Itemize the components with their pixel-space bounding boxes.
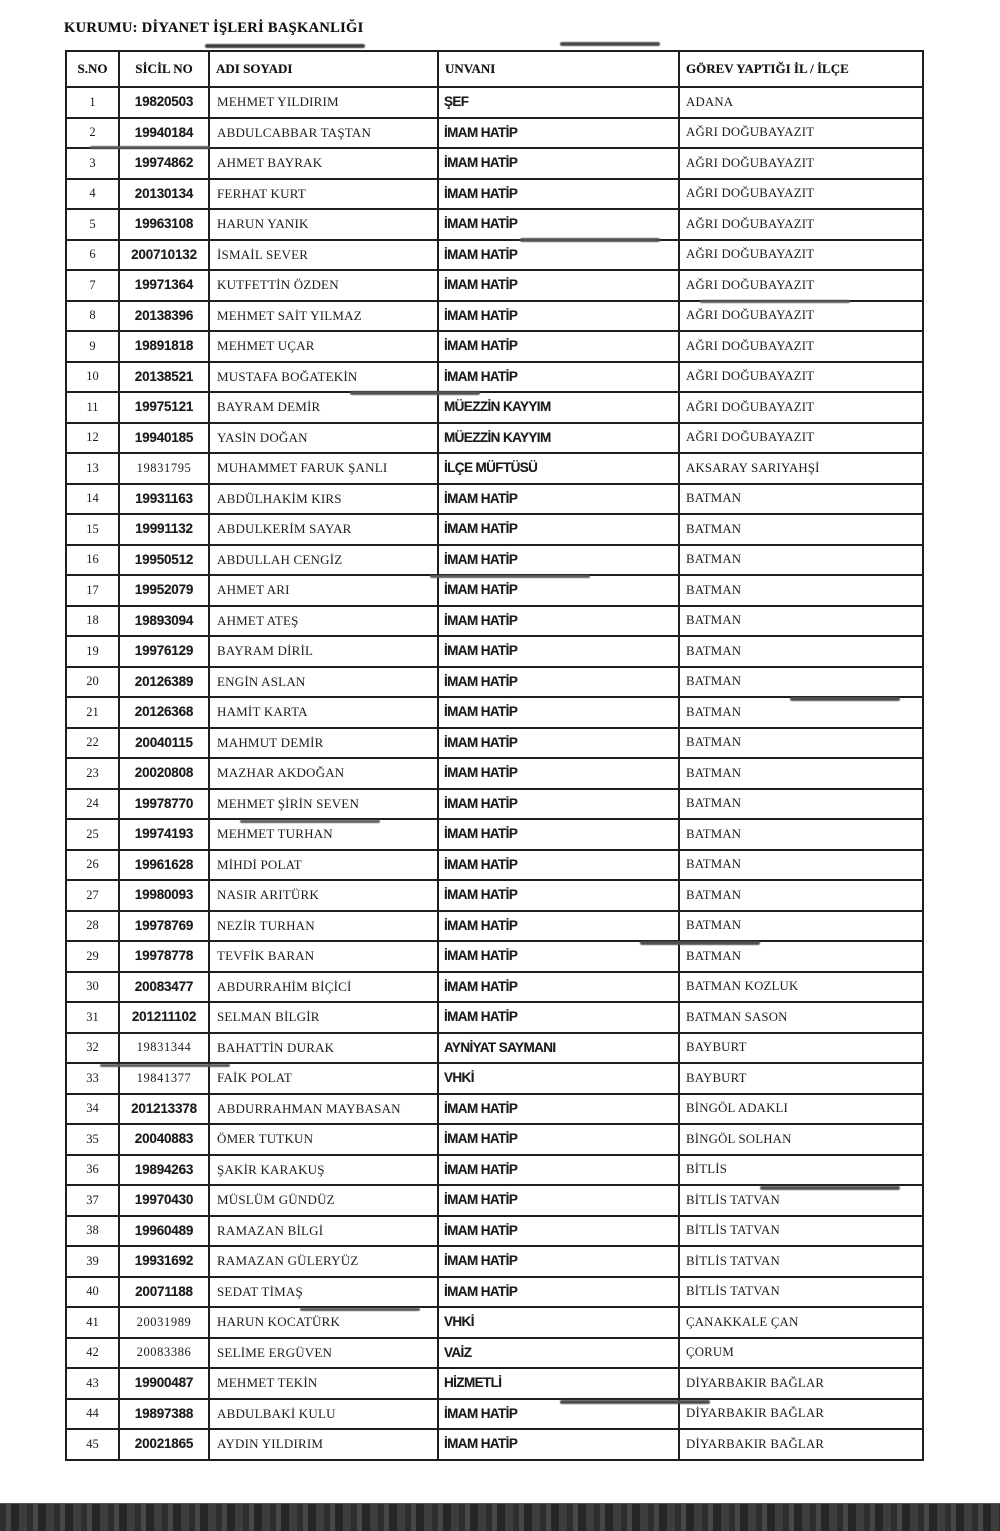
cell-unvan: İMAM HATİP — [438, 972, 679, 1003]
table-row — [66, 1033, 923, 1064]
cell-name: SELMAN BİLGİR — [209, 1002, 438, 1033]
table-row — [66, 1338, 923, 1369]
cell-sno: 42 — [66, 1338, 119, 1369]
cell-sicil: 20083477 — [119, 972, 209, 1003]
cell-unvan: MÜEZZİN KAYYIM — [438, 392, 679, 423]
cell-sicil: 19978770 — [119, 789, 209, 820]
table-row — [66, 1399, 923, 1430]
table-row — [66, 423, 923, 454]
cell-unvan: İMAM HATİP — [438, 575, 679, 606]
table-row — [66, 1216, 923, 1247]
cell-name: BAHATTİN DURAK — [209, 1033, 438, 1064]
cell-name: NASIR ARITÜRK — [209, 880, 438, 911]
cell-name: TEVFİK BARAN — [209, 941, 438, 972]
column-header-name: ADI SOYADI — [209, 51, 438, 87]
cell-unvan: İMAM HATİP — [438, 484, 679, 515]
cell-unvan: İMAM HATİP — [438, 240, 679, 271]
cell-sno: 5 — [66, 209, 119, 240]
table-row — [66, 1063, 923, 1094]
cell-sno: 43 — [66, 1368, 119, 1399]
cell-gorev: BATMAN — [679, 697, 923, 728]
table-body — [66, 87, 923, 1460]
cell-sno: 20 — [66, 667, 119, 698]
cell-sicil: 20126368 — [119, 697, 209, 728]
cell-gorev: BATMAN — [679, 484, 923, 515]
cell-sicil: 20130134 — [119, 179, 209, 210]
cell-gorev: BATMAN — [679, 728, 923, 759]
cell-gorev: BATMAN — [679, 575, 923, 606]
cell-unvan: İMAM HATİP — [438, 1277, 679, 1308]
table-row — [66, 545, 923, 576]
cell-name: SEDAT TİMAŞ — [209, 1277, 438, 1308]
cell-gorev: BATMAN KOZLUK — [679, 972, 923, 1003]
cell-gorev: AKSARAY SARIYAHŞİ — [679, 453, 923, 484]
cell-sno: 12 — [66, 423, 119, 454]
cell-name: ABDULCABBAR TAŞTAN — [209, 118, 438, 149]
table-row — [66, 697, 923, 728]
cell-gorev: BİTLİS TATVAN — [679, 1277, 923, 1308]
cell-name: SELİME ERGÜVEN — [209, 1338, 438, 1369]
cell-gorev: BİNGÖL ADAKLI — [679, 1094, 923, 1125]
cell-name: AYDIN YILDIRIM — [209, 1429, 438, 1460]
cell-sno: 27 — [66, 880, 119, 911]
cell-sno: 8 — [66, 301, 119, 332]
cell-gorev: AĞRI DOĞUBAYAZIT — [679, 118, 923, 149]
cell-name: MAZHAR AKDOĞAN — [209, 758, 438, 789]
cell-unvan: İMAM HATİP — [438, 697, 679, 728]
cell-sicil: 20040883 — [119, 1124, 209, 1155]
cell-name: ŞAKİR KARAKUŞ — [209, 1155, 438, 1186]
cell-gorev: BİTLİS TATVAN — [679, 1185, 923, 1216]
cell-name: MEHMET SAİT YILMAZ — [209, 301, 438, 332]
cell-gorev: ÇANAKKALE ÇAN — [679, 1307, 923, 1338]
cell-sicil: 200710132 — [119, 240, 209, 271]
cell-sicil: 20126389 — [119, 667, 209, 698]
cell-sno: 2 — [66, 118, 119, 149]
cell-name: MÜSLÜM GÜNDÜZ — [209, 1185, 438, 1216]
cell-gorev: AĞRI DOĞUBAYAZIT — [679, 179, 923, 210]
cell-unvan: İMAM HATİP — [438, 728, 679, 759]
cell-name: MUHAMMET FARUK ŞANLI — [209, 453, 438, 484]
cell-sno: 3 — [66, 148, 119, 179]
cell-sicil: 19961628 — [119, 850, 209, 881]
cell-gorev: BATMAN SASON — [679, 1002, 923, 1033]
table-row — [66, 1246, 923, 1277]
table-row — [66, 148, 923, 179]
cell-name: HARUN YANIK — [209, 209, 438, 240]
document-title: KURUMU: DİYANET İŞLERİ BAŞKANLIĞI — [64, 20, 364, 36]
cell-sicil: 19978769 — [119, 911, 209, 942]
table-row — [66, 850, 923, 881]
cell-name: ÖMER TUTKUN — [209, 1124, 438, 1155]
cell-sno: 13 — [66, 453, 119, 484]
cell-gorev: BATMAN — [679, 850, 923, 881]
cell-sicil: 19976129 — [119, 636, 209, 667]
cell-unvan: İMAM HATİP — [438, 148, 679, 179]
cell-sno: 35 — [66, 1124, 119, 1155]
cell-unvan: İMAM HATİP — [438, 941, 679, 972]
cell-gorev: BİNGÖL SOLHAN — [679, 1124, 923, 1155]
cell-sno: 36 — [66, 1155, 119, 1186]
cell-name: AHMET BAYRAK — [209, 148, 438, 179]
cell-unvan: HİZMETLİ — [438, 1368, 679, 1399]
cell-sno: 41 — [66, 1307, 119, 1338]
cell-sno: 9 — [66, 331, 119, 362]
table-row — [66, 1002, 923, 1033]
cell-sicil: 20083386 — [119, 1338, 209, 1369]
cell-name: YASİN DOĞAN — [209, 423, 438, 454]
cell-sno: 22 — [66, 728, 119, 759]
cell-sicil: 20071188 — [119, 1277, 209, 1308]
cell-gorev: AĞRI DOĞUBAYAZIT — [679, 240, 923, 271]
cell-gorev: BATMAN — [679, 880, 923, 911]
table-row — [66, 575, 923, 606]
cell-sicil: 19991132 — [119, 514, 209, 545]
cell-gorev: BİTLİS — [679, 1155, 923, 1186]
cell-sno: 1 — [66, 87, 119, 118]
cell-sicil: 19978778 — [119, 941, 209, 972]
table-row — [66, 1155, 923, 1186]
cell-sno: 16 — [66, 545, 119, 576]
cell-sicil: 19974193 — [119, 819, 209, 850]
cell-sno: 25 — [66, 819, 119, 850]
table-row — [66, 484, 923, 515]
cell-unvan: VHKİ — [438, 1307, 679, 1338]
cell-gorev: BATMAN — [679, 667, 923, 698]
table-header-row — [66, 51, 923, 87]
cell-name: FERHAT KURT — [209, 179, 438, 210]
cell-gorev: ÇORUM — [679, 1338, 923, 1369]
cell-gorev: BATMAN — [679, 636, 923, 667]
cell-unvan: İMAM HATİP — [438, 1094, 679, 1125]
cell-sicil: 201211102 — [119, 1002, 209, 1033]
cell-sicil: 19940185 — [119, 423, 209, 454]
cell-sicil: 19831344 — [119, 1033, 209, 1064]
cell-sno: 44 — [66, 1399, 119, 1430]
table-row — [66, 179, 923, 210]
cell-sicil: 19841377 — [119, 1063, 209, 1094]
cell-sno: 18 — [66, 606, 119, 637]
cell-unvan: İMAM HATİP — [438, 209, 679, 240]
cell-gorev: AĞRI DOĞUBAYAZIT — [679, 331, 923, 362]
column-header-sno: S.NO — [66, 51, 119, 87]
cell-gorev: BİTLİS TATVAN — [679, 1216, 923, 1247]
cell-sicil: 19893094 — [119, 606, 209, 637]
cell-gorev: BATMAN — [679, 941, 923, 972]
table-row — [66, 1277, 923, 1308]
cell-gorev: BATMAN — [679, 789, 923, 820]
cell-sicil: 19891818 — [119, 331, 209, 362]
cell-unvan: ŞEF — [438, 87, 679, 118]
cell-sicil: 19940184 — [119, 118, 209, 149]
table-row — [66, 118, 923, 149]
table-row — [66, 240, 923, 271]
cell-name: FAİK POLAT — [209, 1063, 438, 1094]
cell-unvan: İMAM HATİP — [438, 911, 679, 942]
cell-unvan: İMAM HATİP — [438, 545, 679, 576]
cell-name: BAYRAM DEMİR — [209, 392, 438, 423]
table-row — [66, 941, 923, 972]
cell-sicil: 19963108 — [119, 209, 209, 240]
column-header-gorev: GÖREV YAPTIĞI İL / İLÇE — [679, 51, 923, 87]
table-row — [66, 1094, 923, 1125]
cell-sno: 32 — [66, 1033, 119, 1064]
table-row — [66, 1368, 923, 1399]
cell-unvan: İMAM HATİP — [438, 1002, 679, 1033]
table-row — [66, 331, 923, 362]
cell-sno: 28 — [66, 911, 119, 942]
cell-sicil: 19950512 — [119, 545, 209, 576]
column-header-sicil: SİCİL NO — [119, 51, 209, 87]
cell-sno: 11 — [66, 392, 119, 423]
cell-gorev: ADANA — [679, 87, 923, 118]
cell-sicil: 20138396 — [119, 301, 209, 332]
cell-sno: 19 — [66, 636, 119, 667]
cell-unvan: VHKİ — [438, 1063, 679, 1094]
table-row — [66, 728, 923, 759]
cell-gorev: DİYARBAKIR BAĞLAR — [679, 1429, 923, 1460]
cell-sno: 34 — [66, 1094, 119, 1125]
cell-gorev: AĞRI DOĞUBAYAZIT — [679, 423, 923, 454]
cell-name: BAYRAM DİRİL — [209, 636, 438, 667]
table-row — [66, 362, 923, 393]
cell-gorev: AĞRI DOĞUBAYAZIT — [679, 148, 923, 179]
cell-name: MEHMET YILDIRIM — [209, 87, 438, 118]
cell-gorev: BATMAN — [679, 514, 923, 545]
table-row — [66, 667, 923, 698]
cell-sno: 6 — [66, 240, 119, 271]
cell-unvan: İMAM HATİP — [438, 179, 679, 210]
cell-gorev: BİTLİS TATVAN — [679, 1246, 923, 1277]
cell-sno: 10 — [66, 362, 119, 393]
table-row — [66, 1124, 923, 1155]
cell-sicil: 20031989 — [119, 1307, 209, 1338]
table-header — [66, 51, 923, 87]
cell-name: MEHMET TURHAN — [209, 819, 438, 850]
cell-unvan: İMAM HATİP — [438, 331, 679, 362]
cell-name: AHMET ATEŞ — [209, 606, 438, 637]
cell-sno: 37 — [66, 1185, 119, 1216]
cell-name: MAHMUT DEMİR — [209, 728, 438, 759]
cell-unvan: İMAM HATİP — [438, 1124, 679, 1155]
table-row — [66, 911, 923, 942]
table-row — [66, 1185, 923, 1216]
table-row — [66, 758, 923, 789]
cell-gorev: BATMAN — [679, 606, 923, 637]
cell-unvan: İMAM HATİP — [438, 758, 679, 789]
cell-sno: 24 — [66, 789, 119, 820]
cell-gorev: BAYBURT — [679, 1063, 923, 1094]
table-row — [66, 789, 923, 820]
cell-gorev: BAYBURT — [679, 1033, 923, 1064]
scanner-edge-band — [0, 1503, 1000, 1531]
cell-gorev: AĞRI DOĞUBAYAZIT — [679, 301, 923, 332]
cell-sno: 39 — [66, 1246, 119, 1277]
cell-name: AHMET ARI — [209, 575, 438, 606]
cell-unvan: İMAM HATİP — [438, 1246, 679, 1277]
table-row — [66, 87, 923, 118]
table-row — [66, 301, 923, 332]
cell-sno: 33 — [66, 1063, 119, 1094]
cell-name: MEHMET UÇAR — [209, 331, 438, 362]
cell-sicil: 19820503 — [119, 87, 209, 118]
cell-name: MEHMET TEKİN — [209, 1368, 438, 1399]
cell-unvan: İMAM HATİP — [438, 789, 679, 820]
cell-unvan: İLÇE MÜFTÜSÜ — [438, 453, 679, 484]
cell-unvan: MÜEZZİN KAYYIM — [438, 423, 679, 454]
cell-sno: 38 — [66, 1216, 119, 1247]
table-row — [66, 453, 923, 484]
cell-name: MİHDİ POLAT — [209, 850, 438, 881]
cell-sicil: 19931163 — [119, 484, 209, 515]
column-header-unvan: UNVANI — [438, 51, 679, 87]
cell-gorev: AĞRI DOĞUBAYAZIT — [679, 209, 923, 240]
cell-name: ABDÜLHAKİM KIRS — [209, 484, 438, 515]
scan-artifact — [205, 44, 365, 48]
scan-artifact — [560, 42, 660, 46]
cell-unvan: İMAM HATİP — [438, 1399, 679, 1430]
cell-gorev: BATMAN — [679, 819, 923, 850]
personnel-table-container — [65, 50, 924, 1461]
cell-sno: 23 — [66, 758, 119, 789]
table-row — [66, 819, 923, 850]
cell-sicil: 20020808 — [119, 758, 209, 789]
cell-gorev: BATMAN — [679, 758, 923, 789]
table-row — [66, 972, 923, 1003]
cell-sicil: 19970430 — [119, 1185, 209, 1216]
cell-unvan: AYNİYAT SAYMANI — [438, 1033, 679, 1064]
cell-sno: 31 — [66, 1002, 119, 1033]
cell-unvan: İMAM HATİP — [438, 1185, 679, 1216]
cell-unvan: İMAM HATİP — [438, 850, 679, 881]
cell-gorev: AĞRI DOĞUBAYAZIT — [679, 392, 923, 423]
cell-name: MEHMET ŞİRİN SEVEN — [209, 789, 438, 820]
cell-sicil: 19960489 — [119, 1216, 209, 1247]
table-row — [66, 270, 923, 301]
cell-sno: 45 — [66, 1429, 119, 1460]
cell-gorev: DİYARBAKIR BAĞLAR — [679, 1368, 923, 1399]
cell-name: İSMAİL SEVER — [209, 240, 438, 271]
table-row — [66, 514, 923, 545]
cell-sicil: 19975121 — [119, 392, 209, 423]
cell-gorev: AĞRI DOĞUBAYAZIT — [679, 362, 923, 393]
cell-sno: 4 — [66, 179, 119, 210]
cell-name: KUTFETTİN ÖZDEN — [209, 270, 438, 301]
cell-unvan: İMAM HATİP — [438, 667, 679, 698]
cell-unvan: İMAM HATİP — [438, 880, 679, 911]
cell-sno: 15 — [66, 514, 119, 545]
cell-name: MUSTAFA BOĞATEKİN — [209, 362, 438, 393]
table-row — [66, 392, 923, 423]
table-row — [66, 1429, 923, 1460]
cell-sicil: 19971364 — [119, 270, 209, 301]
table-row — [66, 209, 923, 240]
cell-sicil: 19931692 — [119, 1246, 209, 1277]
cell-sicil: 20021865 — [119, 1429, 209, 1460]
cell-sno: 21 — [66, 697, 119, 728]
cell-sno: 14 — [66, 484, 119, 515]
cell-name: ABDURRAHİM BİÇİCİ — [209, 972, 438, 1003]
table-row — [66, 1307, 923, 1338]
cell-name: HARUN KOCATÜRK — [209, 1307, 438, 1338]
cell-name: NEZİR TURHAN — [209, 911, 438, 942]
cell-sicil: 19952079 — [119, 575, 209, 606]
cell-gorev: AĞRI DOĞUBAYAZIT — [679, 270, 923, 301]
cell-sno: 7 — [66, 270, 119, 301]
cell-unvan: İMAM HATİP — [438, 1429, 679, 1460]
table-row — [66, 880, 923, 911]
cell-sicil: 20138521 — [119, 362, 209, 393]
cell-unvan: VAİZ — [438, 1338, 679, 1369]
cell-sno: 29 — [66, 941, 119, 972]
cell-gorev: BATMAN — [679, 911, 923, 942]
table-row — [66, 606, 923, 637]
cell-unvan: İMAM HATİP — [438, 118, 679, 149]
cell-sicil: 19831795 — [119, 453, 209, 484]
cell-unvan: İMAM HATİP — [438, 819, 679, 850]
cell-unvan: İMAM HATİP — [438, 301, 679, 332]
cell-unvan: İMAM HATİP — [438, 636, 679, 667]
cell-sno: 17 — [66, 575, 119, 606]
cell-sicil: 19974862 — [119, 148, 209, 179]
cell-name: ENGİN ASLAN — [209, 667, 438, 698]
cell-unvan: İMAM HATİP — [438, 1216, 679, 1247]
cell-unvan: İMAM HATİP — [438, 1155, 679, 1186]
cell-sicil: 19980093 — [119, 880, 209, 911]
cell-sno: 26 — [66, 850, 119, 881]
cell-sicil: 19894263 — [119, 1155, 209, 1186]
cell-name: ABDULLAH CENGİZ — [209, 545, 438, 576]
cell-name: HAMİT KARTA — [209, 697, 438, 728]
cell-name: RAMAZAN GÜLERYÜZ — [209, 1246, 438, 1277]
cell-gorev: DİYARBAKIR BAĞLAR — [679, 1399, 923, 1430]
cell-unvan: İMAM HATİP — [438, 606, 679, 637]
cell-name: RAMAZAN BİLGİ — [209, 1216, 438, 1247]
personnel-table — [65, 50, 924, 1461]
cell-name: ABDULKERİM SAYAR — [209, 514, 438, 545]
cell-sicil: 19900487 — [119, 1368, 209, 1399]
cell-name: ABDULBAKİ KULU — [209, 1399, 438, 1430]
table-row — [66, 636, 923, 667]
cell-sicil: 201213378 — [119, 1094, 209, 1125]
cell-name: ABDURRAHMAN MAYBASAN — [209, 1094, 438, 1125]
cell-sno: 30 — [66, 972, 119, 1003]
cell-sicil: 19897388 — [119, 1399, 209, 1430]
cell-unvan: İMAM HATİP — [438, 362, 679, 393]
cell-unvan: İMAM HATİP — [438, 514, 679, 545]
cell-sicil: 20040115 — [119, 728, 209, 759]
cell-gorev: BATMAN — [679, 545, 923, 576]
cell-unvan: İMAM HATİP — [438, 270, 679, 301]
cell-sno: 40 — [66, 1277, 119, 1308]
